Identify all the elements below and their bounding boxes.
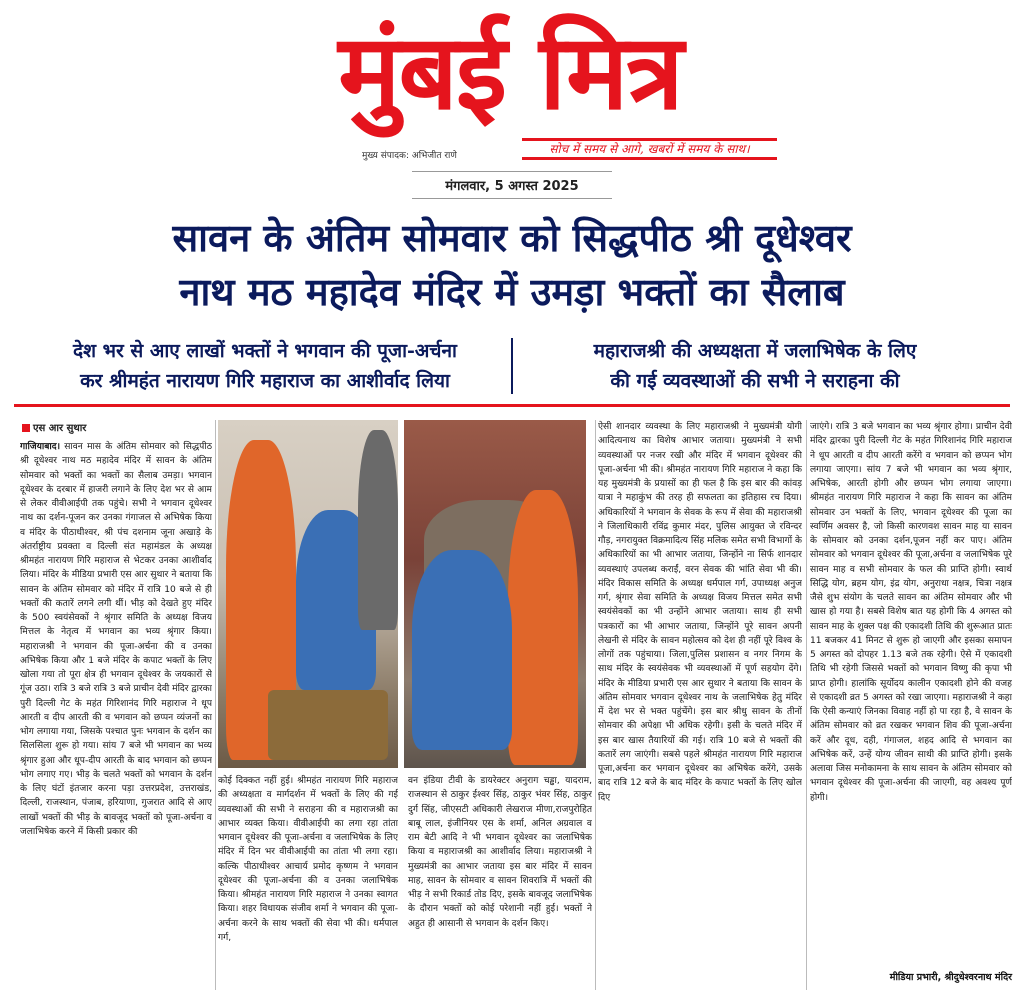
article-dateline: गाजियाबाद। [20, 442, 61, 452]
byline [22, 420, 86, 434]
byline-marker-icon [22, 424, 30, 432]
article-column-5-text: जाएंगे। रात्रि 3 बजे भगवान का भव्य श्रृंगार होगा। प्राचीन देवी मंदिर द्वारका पुरी दिल्ली गेट के महंत गिरिशानंद गिरि महाराज ने धूप आरती व दीप आरती करेंगे व भगवान को छप्पन भोग लगाया जाएगा। सांय 7 बजे भी भगवान का भव्य श्रृंगार, अभिषेक, आरती होगी और छप्पन भोग लगाया जाएगा। श्रीमहंत नारायण गिरि महाराज ने कहा कि सावन का अंतिम सोमवार उन भक्तों के लिए, भगवान दूधेश्वर की पूजा का स्वर्णिम अवसर है, जो किसी कारणवश सावन माह या सावन के सोमवार को उनका दर्शन,पूजन नहीं कर पाए। अंतिम सोमवार को भगवान दूधेश्वर की पूजा,अर्चना व जलाभिषेक पूरे सावन माह व सभी सोमवार के फल की प्राप्ति होगी। स्वार्थ सिद्धि योग, ब्रहम योग, इंद्र योग, अनुराधा नक्षत्र, चित्रा नक्षत्र जैसे शुभ संयोग के चलते सावन का अंतिम सोमवार और भी खास हो गया है। सबसे विशेष बात यह होगी कि 4 अगस्त को सावन माह के शुक्ल पक्ष की एकादशी तिथि की शुरूआत प्रातः 11 बजकर 41 मिनट से शुरू हो जाएगी और इसका समापन 5 अगस्त को दोपहर 1.13 बजे तक रहेगी। ऐसे में एकादशी तिथि भी रहेगी जिससे भक्तों को भगवान विष्णु की कृपा भी प्राप्त होगी। हालांकि सूर्योदय कालीन एकादशी होने की वजह से एकादशी व्रत 5 अगस्त को रखा जाएगा। महाराजश्री ने कहा कि ऐसी कन्याएं जिनका विवाह नहीं हो पा रहा है, वे सावन के अंतिम सोमवार को व्रत रखकर भगवान शिव की पूजा-अर्चना करें और दूध, दही, गंगाजल, शहद आदि से भगवान का अभिषेक करें, उन्हें योग्य जीवन साथी की प्राप्ति होगी। इसके अलावा जिस मनोकामना के साथ सावन के अंतिम सोमवार को भगवान दूधेश्वर की पूजा-अर्चना की जाएगी, वह अवश्य पूर्ण होगी। [810, 422, 1012, 803]
subhead-left [20, 336, 510, 396]
photo-figure-wheelchair-man [412, 550, 512, 750]
subhead-right-line-1: महाराजश्री की अध्यक्षता में जलाभिषेक के लिए [593, 340, 917, 362]
column-rule [806, 420, 807, 990]
issue-date: मंगलवार, 5 अगस्त 2025 [445, 179, 579, 194]
subhead-right [510, 336, 1000, 396]
article-column-2-text: कोई दिक्कत नहीं हुई। श्रीमहंत नारायण गिरि महाराज की अध्यक्षता व मार्गदर्शन में भक्तों के लिए की गई व्यवस्थाओं की सभी ने सराहना की व महाराजश्री का आभार व्यक्त किया। वीवीआईपी का लगा रहा तांता भगवान दूधेश्वर की पूजा-अर्चना व जलाभिषेक के लिए मंदिर में दिन भर वीवीआईपी का तांता भी लगा रहा। कल्कि पीठाधीश्वर आचार्य प्रमोद कृष्णम ने भगवान दूधेश्वर की पूजा-अर्चना की व उनका जलाभिषेक किया। श्रीमहंत नारायण गिरि महाराज ने उनका स्वागत किया। शहर विधायक संजीव शर्मा ने भगवान की पूजा-अर्चना करने के साथ भक्तों की सेवा भी की। धर्मपाल गर्ग, [218, 776, 398, 943]
headline-line-2: नाथ मठ महादेव मंदिर में उमड़ा भक्तों का सैलाब [179, 269, 845, 314]
masthead-title: मुंबई मित्र [338, 11, 682, 133]
photo-saint-blessing-devotee [218, 420, 398, 768]
subhead-left-line-2: कर श्रीमहंत नारायण गिरि महाराज का आशीर्वाद लिया [80, 370, 450, 392]
column-rule [215, 420, 216, 990]
article-column-4 [598, 420, 802, 988]
article-column-4-text: ऐसी शानदार व्यवस्था के लिए महाराजश्री ने मुख्यमंत्री योगी आदित्यनाथ का विशेष आभार जताया। मुख्यमंत्री ने सभी व्यवस्थाओं पर नजर रखी और मंदिर में भगवान दूधेश्वर की पूजा-अर्चना भी की। श्रीमहंत नारायण गिरि महाराज ने कहा कि यह मुख्यमंत्री के प्रयासों का ही फल है कि इस बार की कांवड़ यात्रा ने महाकुंभ की तरह ही सफलता का इतिहास रच दिया। अधिकारियों ने भगवान के सेवक के रूप में सेवा की महाराजश्री ने जिलाधिकारी रविंद्र कुमार मंदर, पुलिस आयुक्त जे रविन्दर गौड़, नगरायुक्त विक्रमादित्य सिंह मलिक समेत सभी विभागों के अधिकारियों का भी आभार जताया, जिन्होंने ना सिर्फ शानदार व्यवस्थाएं उपलब्ध कराईं, वरन सेवक की भांति सेवा भी की। मंदिर विकास समिति के अध्यक्ष धर्मपाल गर्ग, उपाध्यक्ष अनुज गर्ग, श्रृंगार सेवा समिति के अध्यक्ष विजय मित्तल समेत सभी स्वयंसेवकों का भी उन्होंने आभार जताया। साथ ही सभी पत्रकारों का भी आभार जताया, जिन्होंने पूरे सावन अपनी लेखनी से मंदिर के सावन महोत्सव को देश ही नहीं पूरे विश्व के लोगों तक पहुंचाया। जिला,पुलिस प्रशासन व नगर निगम के साथ मंदिर के स्वयंसेवक भी व्यवस्थाओं में पूर्ण सहयोग देंगे। मंदिर के मीडिया प्रभारी एस आर सुथार ने बताया कि सावन के अंतिम सोमवार भगवान दूधेश्वर नाथ के जलाभिषेक हेतु मंदिर में देश भर से भक्त पहुंचेंगे। इस बार श्रीधु सावन के तीनों सोमवार की अपेक्षा भी अधिक रहेगी। इसी के चलते मंदिर में इस बार खास तैयारियों की गई। रात्रि 10 बजे से भक्तों की कतारें लग जाएंगी। सबसे पहले श्रीमहंत नारायण गिरि महाराज पूजा,अर्चना कर भगवान दूधेश्वर का अभिषेक करेंगे, उसके बाद रात्रि 12 बजे के बाद मंदिर के कपाट भक्तों के लिए खोल दिए [598, 422, 802, 803]
section-rule [14, 404, 1010, 407]
chief-editor-credit: मुख्य संपादक: अभिजीत राणे [362, 151, 457, 161]
subhead-left-line-1: देश भर से आए लाखों भक्तों ने भगवान की पूजा-अर्चना [73, 340, 457, 362]
date-rule-top [412, 171, 612, 172]
subhead-right-line-2: की गई व्यवस्थाओं की सभी ने सराहना की [610, 370, 900, 392]
photo-saint-with-devotee-wheelchair [404, 420, 586, 768]
article-column-1-text: सावन मास के अंतिम सोमवार को सिद्धपीठ श्री दूधेश्वर नाथ मठ महादेव मंदिर में सावन के अंतिम सोमवार को भक्तों का भक्तों का सैलाब उमड़ा। भगवान दूधेश्वर के दरबार में हाजरी लगाने के लिए देश भर से आम से लेकर वीवीआईपी तक पहुंचे। सभी ने भगवान दूधेश्वर नाथ का दर्शन-पूजन कर उनका गंगाजल से अभिषेक किया व मंदिर के पीठाधीश्वर, श्री पंच दशनाम जूना अखाड़े के अंतर्राष्ट्रीय प्रवक्ता व दिल्ली संत महामंडल के अध्यक्ष श्रीमहंत नारायण गिरि महाराज से भेटकर उनका आशीर्वाद लिया। मंदिर के मीडिया प्रभारी एस आर सुथार ने बताया कि सावन के अंतिम सोमवार को मंदिर में रात्रि 10 बजे से ही भक्तों की कतारें लगने लगी थीं। भीड़ को देखते हुए मंदिर के 500 स्वयंसेवकों ने श्रृंगार समिति के अध्यक्ष विजय मित्तल के नेतृत्व में भगवान का भव्य श्रृंगार किया। महाराजश्री ने भगवान की पूजा-अर्चना की व उनका अभिषेक किया और 1 बजे मंदिर के कपाट भक्तों के लिए खोला गया तो पूरा क्षेत्र ही भगवान दूधेश्वर के जयकारों से गूंज उठा। रात्रि 3 बजे रात्रि 3 बजे प्राचीन देवी मंदिर द्वारका पुरी दिल्ली गेट के महंत गिरिशानंद गिरि महाराज ने धूप आरती व दीप आरती की व भगवान को छप्पन व्यंजनों का भोग लगाया गया, जिसके पश्चात पुनः भगवान के दर्शन का सिलसिला शुरू हो गया। सांय 7 बजे भी भगवान का भव्य श्रृंगार हुआ और धूप-दीप आरती के बाद भगवान को छप्पन भोग लगाए गए। भीड़ के चलते भक्तों को भगवान के दर्शन के लिए घंटों इंतजार करना पड़ा उत्तरप्रदेश, उत्तराखंड, दिल्ली, राजस्थान, पंजाब, हरियाणा, गुजरात आदि से आए लाखों भक्तों की भीड़ के बावजूद भक्तों को पूजा-अर्चना व जलाभिषेक करने में किसी प्रकार की [20, 442, 212, 837]
column-rule [595, 420, 596, 990]
photo-figure-saint [508, 490, 578, 765]
article-signature: मीडिया प्रभारी, श्रीदुधेश्वरनाथ मंदिर [889, 972, 1012, 983]
masthead-tagline: सोच में समय से आगे, खबरों में समय के साथ। [522, 138, 777, 160]
date-rule-bottom [412, 198, 612, 199]
article-column-1 [20, 440, 212, 988]
photo-figure-bystander [358, 430, 398, 630]
byline-author: एस आर सुथार [33, 423, 87, 434]
photo-altar-basin [268, 690, 388, 760]
article-column-3-text: वन इंडिया टीवी के डायरेक्टर अनुराग चड्ढा, यादराम, राजस्थान से ठाकुर ईश्वर सिंह, ठाकुर भंवर सिंह, ठाकुर दुर्ग सिंह, जीएसटी अधिकारी लेखराज मीणा,राजपुरोहित बाबू लाल, इंजीनियर एस के शर्मा, अनिल अग्रवाल व राम बेटी आदि ने भी भगवान दूधेश्वर का जलाभिषेक किया व महाराजश्री का आशीर्वाद लिया। महाराजश्री ने मुख्यमंत्री का आभार जताया इस बार मंदिर में सावन माह, सावन के सोमवार व सावन शिवरात्रि में भक्तों की भीड़ ने सभी रिकार्ड तोड दिए, इसके बावजूद जलाभिषेक के दौरान भक्तों को कोई परेशानी नहीं हुई। भक्तों ने अहुत ही आसानी से भगवान के दर्शन किए। [408, 776, 592, 929]
article-column-2 [218, 774, 398, 988]
headline-line-1: सावन के अंतिम सोमवार को सिद्धपीठ श्री दूधेश्वर [172, 215, 852, 260]
article-column-3 [408, 774, 592, 988]
article-column-5 [810, 420, 1012, 968]
